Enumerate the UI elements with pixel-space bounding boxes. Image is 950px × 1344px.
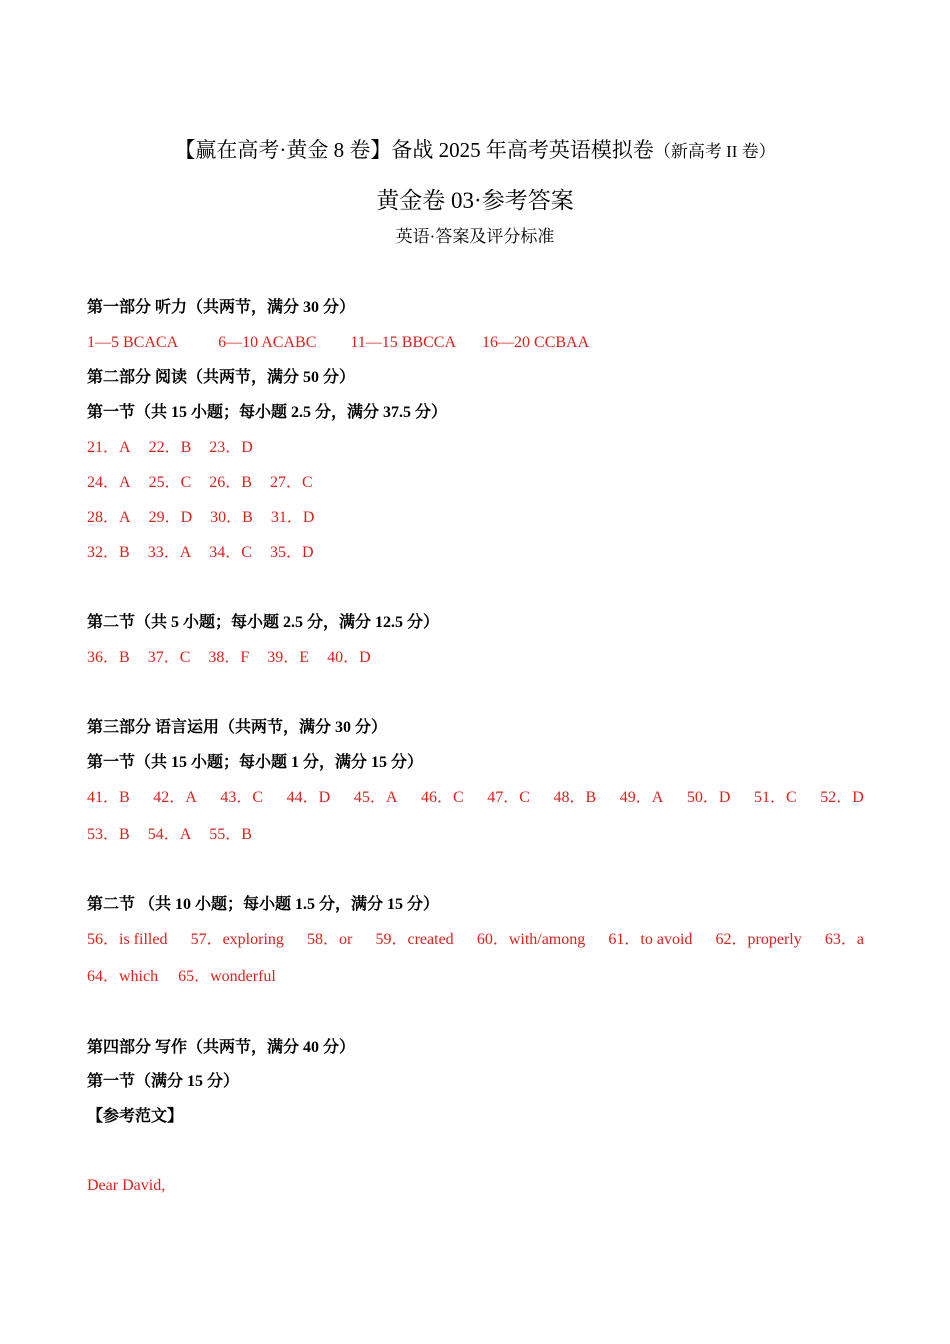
answer-row	[87, 824, 252, 846]
answer-row	[87, 542, 314, 564]
answer: 57．exploring	[190, 931, 284, 948]
answer-row	[87, 507, 314, 529]
answer: 33．A	[147, 544, 192, 561]
answer: 28．A	[87, 509, 131, 526]
answer: 31．D	[270, 509, 315, 526]
answer: 63．a	[824, 931, 864, 948]
answer: 52．D	[820, 789, 864, 806]
answer: 41．B	[87, 789, 130, 806]
answer: 60．with/among	[476, 931, 586, 948]
answer-group: 6—10 ACABC	[218, 334, 317, 351]
answer-row	[87, 966, 276, 988]
part4-heading: 第四部分 写作（共两节，满分 40 分）	[87, 1039, 356, 1056]
answer: 64．which	[87, 968, 159, 985]
part4-section1-heading: 第一节（满分 15 分）	[87, 1073, 240, 1090]
answer-group: 16—20 CCBAA	[482, 334, 590, 351]
answer: 25．C	[148, 474, 192, 491]
answer-group: 11—15 BBCCA	[350, 334, 457, 351]
answer: 43．C	[220, 789, 264, 806]
answer: 56．is filled	[87, 931, 168, 948]
answer: 37．C	[147, 649, 191, 666]
title-main: 【赢在高考·黄金 8 卷】备战 2025 年高考英语模拟卷	[174, 138, 654, 162]
answer: 39．E	[267, 649, 310, 666]
answer: 26．B	[209, 474, 252, 491]
answer: 46．C	[420, 789, 464, 806]
answer: 59．created	[375, 931, 454, 948]
answer-row	[87, 437, 253, 459]
answer: 29．D	[148, 509, 193, 526]
answer-row	[87, 472, 313, 494]
answer: 51．C	[754, 789, 797, 806]
part2-heading: 第二部分 阅读（共两节，满分 50 分）	[87, 369, 356, 386]
document-subtitle: 黄金卷 03·参考答案	[376, 188, 574, 213]
answer: 35．D	[269, 544, 314, 561]
answer: 48．B	[553, 789, 597, 806]
document-title	[0, 136, 950, 166]
answer: 24．A	[87, 474, 131, 491]
answer: 54．A	[147, 826, 192, 843]
answer: 55．B	[209, 826, 252, 843]
answer: 40．D	[327, 649, 371, 666]
answer: 50．D	[686, 789, 731, 806]
answer: 27．C	[269, 474, 313, 491]
answer: 49．A	[619, 789, 664, 806]
answer: 32．B	[87, 544, 130, 561]
part1-heading: 第一部分 听力（共两节，满分 30 分）	[87, 299, 356, 316]
part3-section2-heading: 第二节 （共 10 小题；每小题 1.5 分，满分 15 分）	[87, 896, 440, 913]
answer-row	[87, 647, 371, 669]
sample-essay-label: 【参考范文】	[87, 1108, 184, 1125]
answer: 47．C	[487, 789, 530, 806]
answer: 65．wonderful	[178, 968, 276, 985]
answer: 42．A	[153, 789, 197, 806]
answer-row	[87, 787, 864, 809]
answer-row	[87, 929, 864, 951]
answer: 21．A	[87, 439, 131, 456]
answer: 22．B	[148, 439, 192, 456]
part3-section1-heading: 第一节（共 15 小题；每小题 1 分，满分 15 分）	[87, 754, 424, 771]
answer-group: 1—5 BCACA	[87, 334, 179, 351]
document-subsubtitle: 英语·答案及评分标准	[395, 227, 555, 246]
answer: 34．C	[209, 544, 252, 561]
part2-section1-heading: 第一节（共 15 小题；每小题 2.5 分，满分 37.5 分）	[87, 404, 448, 421]
answer: 61．to avoid	[608, 931, 693, 948]
answer: 45．A	[353, 789, 398, 806]
answer: 62．properly	[715, 931, 802, 948]
answer: 30．B	[210, 509, 253, 526]
part2-section2-heading: 第二节（共 5 小题；每小题 2.5 分，满分 12.5 分）	[87, 614, 440, 631]
answer: 36．B	[87, 649, 130, 666]
part1-answers	[87, 332, 589, 354]
essay-greeting: Dear David,	[87, 1177, 166, 1194]
answer: 44．D	[286, 789, 331, 806]
part3-heading: 第三部分 语言运用（共两节，满分 30 分）	[87, 719, 388, 736]
answer: 23．D	[209, 439, 253, 456]
title-edition: （新高考 II 卷）	[653, 142, 776, 161]
answer: 58．or	[307, 931, 353, 948]
answer: 53．B	[87, 826, 130, 843]
answer: 38．F	[208, 649, 250, 666]
